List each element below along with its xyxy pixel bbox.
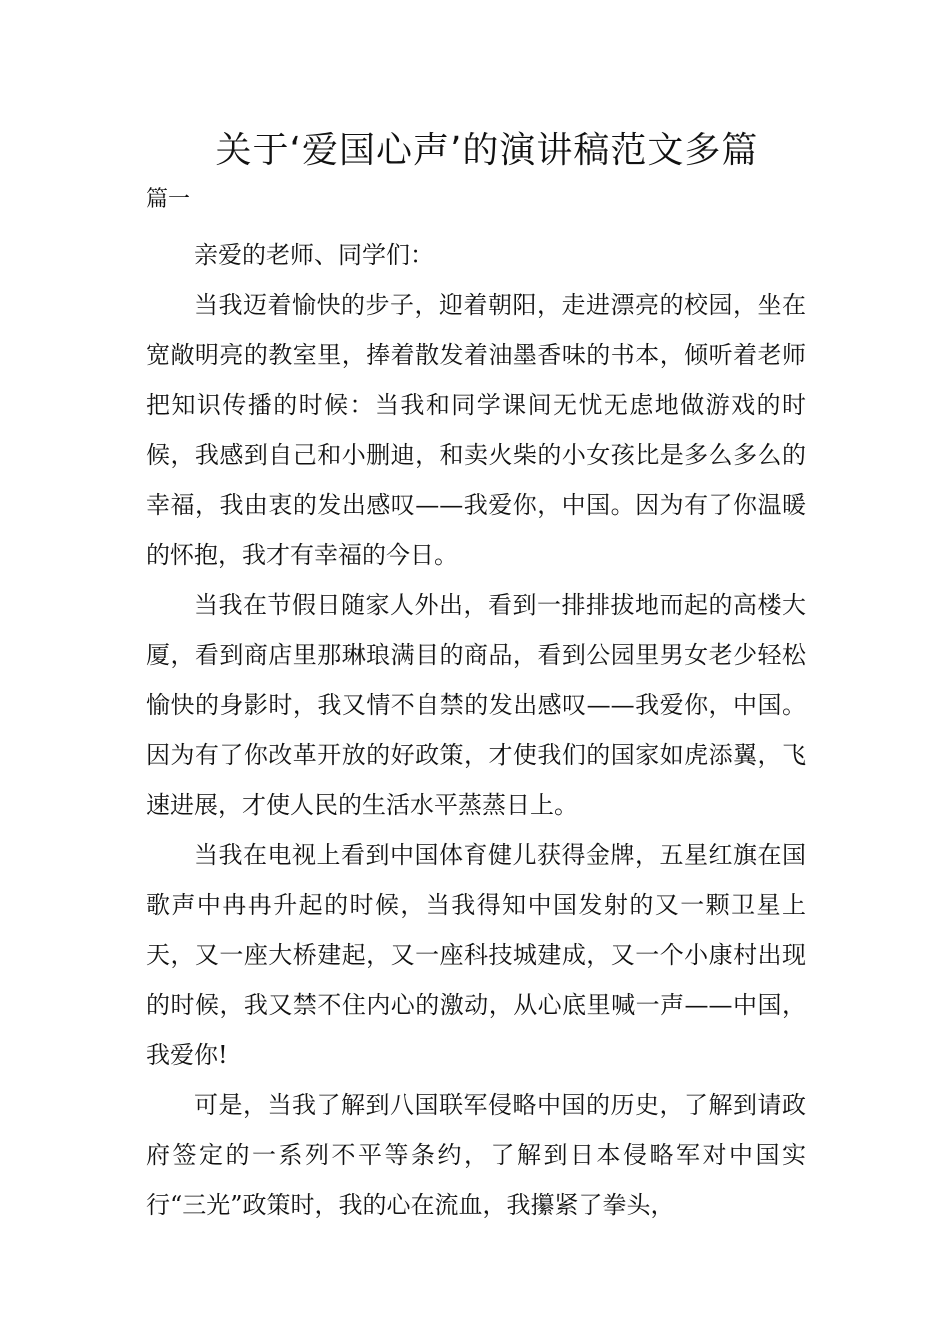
document-title: 关于‘爱国心声’的演讲稿范文多篇 — [215, 130, 759, 171]
paragraph: 当我迈着愉快的步子，迎着朝阳，走进漂亮的校园，坐在宽敞明亮的教室里，捧着散发着油墨香味的书本，倾听着老师把知识传播的时候：当我和同学课间无忧无虑地做游戏的时候，我感到自己和小删迪，和卖火柴的小女孩比是多么多么的幸福，我由衷的发出感叹——我爱你，中国。因为有了你温暖的怀抱，我才有幸福的今日。 — [146, 291, 806, 569]
document-body — [146, 230, 806, 1230]
section-label: 篇一 — [146, 187, 191, 212]
paragraph-salutation: 亲爱的老师、同学们： — [194, 241, 434, 269]
paragraph: 可是，当我了解到八国联军侵略中国的历史，了解到请政府签定的一系列不平等条约，了解到日本侵略军对中国实行“三光”政策时，我的心在流血，我攥紧了拳头， — [146, 1091, 806, 1219]
paragraph: 当我在节假日随家人外出，看到一排排拔地而起的高楼大厦，看到商店里那琳琅满目的商品，看到公园里男女老少轻松愉快的身影时，我又情不自禁的发出感叹——我爱你，中国。因为有了你改革开放的好政策，才使我们的国家如虎添翼，飞速进展，才使人民的生活水平蒸蒸日上。 — [146, 591, 806, 819]
paragraph: 当我在电视上看到中国体育健儿获得金牌，五星红旗在国歌声中冉冉升起的时候，当我得知中国发射的又一颗卫星上天，又一座大桥建起，又一座科技城建成，又一个小康村出现的时候，我又禁不住内心的激动，从心底里喊一声——中国，我爱你! — [146, 841, 806, 1069]
